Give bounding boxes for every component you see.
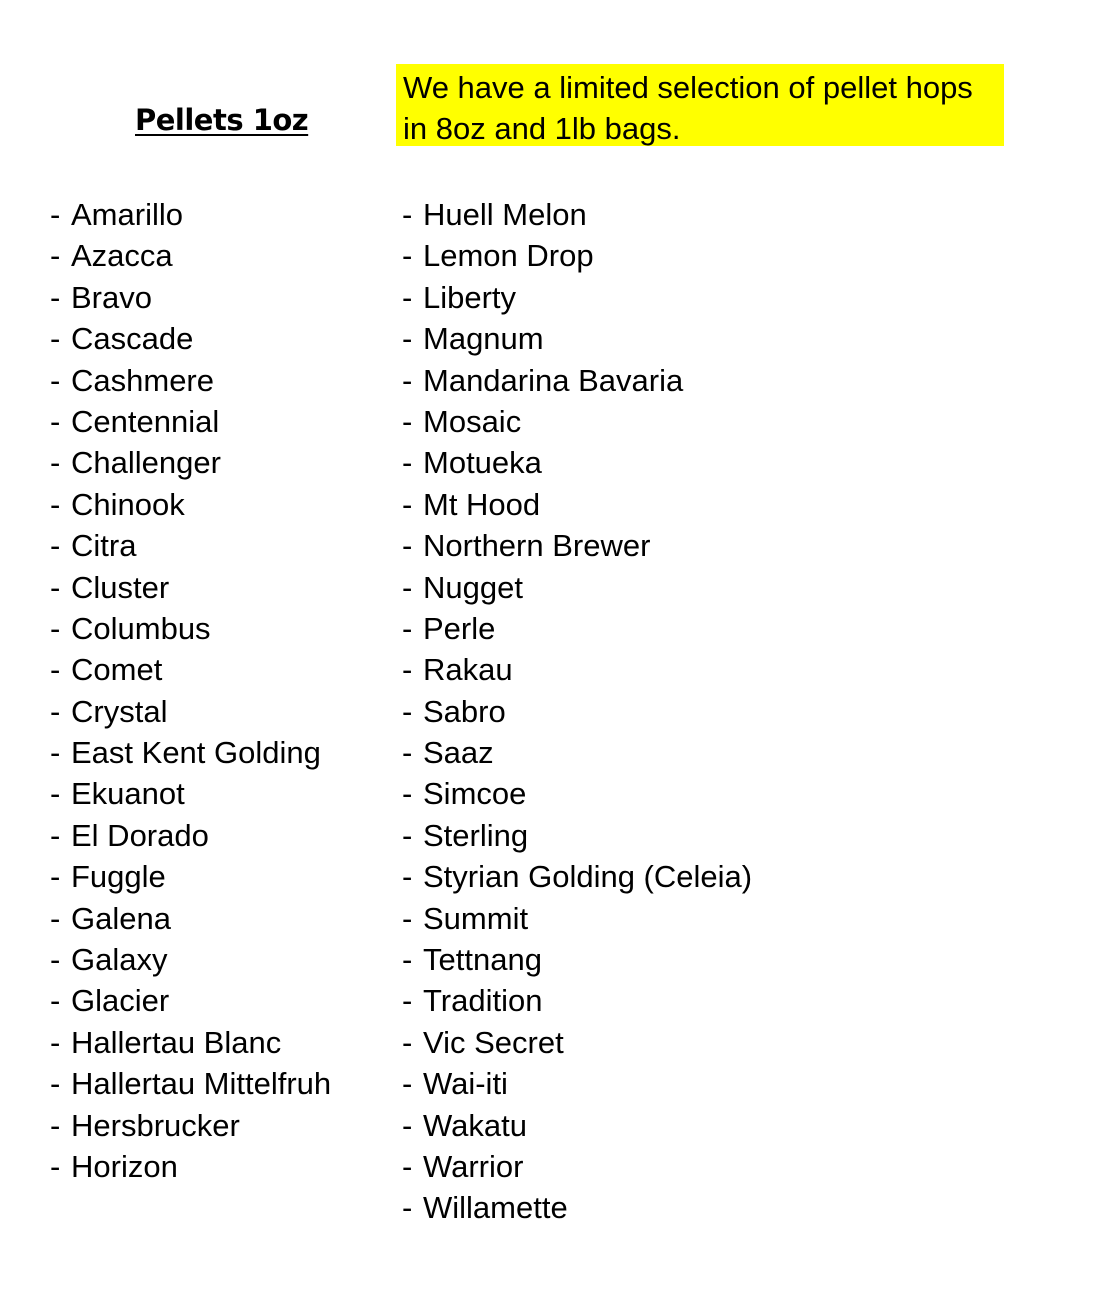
bullet-dash: - [50,942,61,978]
bullet-dash: - [402,610,413,646]
hop-name: Rakau [423,652,513,688]
hop-name: Tradition [423,983,543,1019]
hop-name: Amarillo [71,197,183,232]
hop-name: Comet [71,652,163,688]
hop-name: Summit [423,900,529,936]
hop-list-item [50,1105,331,1146]
bullet-dash: - [402,1107,413,1143]
hop-list-item [402,277,752,318]
hop-name: Mosaic [423,403,522,439]
hop-list-item [402,484,752,525]
hop-list-item [50,235,331,276]
bullet-dash: - [402,983,413,1019]
bullet-dash: - [50,1024,61,1060]
hop-list-item [50,525,331,566]
hop-name: Lemon Drop [423,238,594,274]
hop-name: Challenger [71,445,221,481]
hop-name: Hersbrucker [71,1107,240,1143]
hop-name: Tettnang [423,942,542,978]
bullet-dash: - [50,900,61,936]
hop-list-item [402,442,752,483]
hop-name: El Dorado [71,817,209,853]
hop-name: Saaz [423,735,494,771]
hop-list-item [50,484,331,525]
hop-list-item [402,691,752,732]
hop-list-item [402,401,752,442]
hop-list-right [402,194,752,1229]
hop-name: East Kent Golding [71,735,321,771]
hop-list-item [402,1105,752,1146]
hop-list-item [50,773,331,814]
hop-list-item [402,318,752,359]
hop-name: Warrior [423,1148,524,1184]
hop-name: Motueka [423,445,542,481]
hop-name: Sterling [423,817,529,853]
hop-list-item [50,898,331,939]
hop-list-item [402,608,752,649]
bullet-dash: - [50,1148,61,1184]
hop-name: Magnum [423,321,544,357]
bullet-dash: - [402,197,413,232]
hop-name: Azacca [71,238,173,274]
hop-name: Citra [71,528,137,564]
hop-list-item [402,1146,752,1187]
bullet-dash: - [50,321,61,357]
bullet-dash: - [50,528,61,564]
hop-list-item [50,649,331,690]
bullet-dash: - [50,569,61,605]
hop-name: Hallertau Mittelfruh [71,1066,332,1102]
hop-list-item [50,1063,331,1104]
hop-name: Hallertau Blanc [71,1024,282,1060]
bullet-dash: - [402,859,413,895]
hop-list-item [50,277,331,318]
hop-name: Wakatu [423,1107,527,1143]
bullet-dash: - [402,1148,413,1184]
hop-name: Columbus [71,610,211,646]
bullet-dash: - [50,403,61,439]
hop-list-item [402,773,752,814]
bullet-dash: - [50,486,61,522]
bullet-dash: - [50,1066,61,1102]
bullet-dash: - [50,776,61,812]
hop-name: Wai-iti [423,1066,508,1102]
hop-list-item [402,1187,752,1228]
hop-list-item [402,939,752,980]
hop-name: Willamette [423,1190,568,1226]
hop-list-item [402,567,752,608]
bullet-dash: - [50,238,61,274]
hop-list-item [50,194,331,235]
hop-list-item [402,815,752,856]
hop-name: Galaxy [71,942,168,978]
bullet-dash: - [402,486,413,522]
hop-list-item [402,1063,752,1104]
bullet-dash: - [402,403,413,439]
bullet-dash: - [402,528,413,564]
hop-list-item [402,856,752,897]
hop-name: Horizon [71,1148,178,1184]
bullet-dash: - [402,1066,413,1102]
bullet-dash: - [50,1107,61,1143]
hop-name: Perle [423,610,496,646]
hop-name: Northern Brewer [423,528,651,564]
hop-list-item [50,980,331,1021]
hop-name: Styrian Golding (Celeia) [423,859,753,895]
hop-list-item [402,732,752,773]
availability-note: We have a limited selection of pellet hops in 8oz and 1lb bags. [396,64,1004,146]
hop-name: Fuggle [71,859,166,895]
hop-list-item [50,567,331,608]
hop-name: Nugget [423,569,523,605]
hop-name: Ekuanot [71,776,185,812]
bullet-dash: - [402,942,413,978]
bullet-dash: - [50,362,61,398]
hop-list-item [402,898,752,939]
bullet-dash: - [402,652,413,688]
bullet-dash: - [402,238,413,274]
hop-list-item [50,815,331,856]
bullet-dash: - [50,983,61,1019]
bullet-dash: - [402,735,413,771]
hop-list-item [50,691,331,732]
bullet-dash: - [50,445,61,481]
hop-list-item [50,1146,331,1187]
hop-name: Simcoe [423,776,527,812]
hop-name: Cluster [71,569,170,605]
bullet-dash: - [402,1024,413,1060]
bullet-dash: - [50,859,61,895]
hop-name: Mandarina Bavaria [423,362,684,398]
hop-list-item [402,980,752,1021]
hop-name: Liberty [423,279,517,315]
hop-list-item [402,525,752,566]
hop-name: Chinook [71,486,185,522]
bullet-dash: - [50,197,61,232]
hop-name: Crystal [71,693,168,729]
bullet-dash: - [402,362,413,398]
hop-list-item [50,318,331,359]
bullet-dash: - [402,279,413,315]
hop-list-item [402,235,752,276]
hop-list-item [50,401,331,442]
bullet-dash: - [50,279,61,315]
hop-name: Bravo [71,279,152,315]
hop-list-item [50,360,331,401]
bullet-dash: - [402,1190,413,1226]
bullet-dash: - [402,900,413,936]
hop-name: Mt Hood [423,486,541,522]
bullet-dash: - [50,652,61,688]
hop-list-item [402,360,752,401]
hop-name: Cashmere [71,362,214,398]
hop-name: Galena [71,900,171,936]
bullet-dash: - [402,776,413,812]
bullet-dash: - [402,693,413,729]
hop-list-item [50,442,331,483]
page-title: Pellets 1oz [135,103,309,137]
hop-list-item [50,732,331,773]
hop-name: Cascade [71,321,194,357]
hop-list-item [50,856,331,897]
hop-list-item [50,939,331,980]
hop-list-item [50,1022,331,1063]
bullet-dash: - [50,693,61,729]
hop-name: Glacier [71,983,170,1019]
bullet-dash: - [402,445,413,481]
hop-name: Sabro [423,693,506,729]
hop-list-item [402,1022,752,1063]
hop-list-item [50,608,331,649]
hop-name: Centennial [71,403,220,439]
bullet-dash: - [402,569,413,605]
bullet-dash: - [50,817,61,853]
bullet-dash: - [50,735,61,771]
hop-list-item [402,194,752,235]
bullet-dash: - [50,610,61,646]
hop-name: Huell Melon [423,197,587,232]
hop-list-left [50,194,331,1187]
hop-name: Vic Secret [423,1024,564,1060]
hop-list-item [402,649,752,690]
bullet-dash: - [402,817,413,853]
bullet-dash: - [402,321,413,357]
